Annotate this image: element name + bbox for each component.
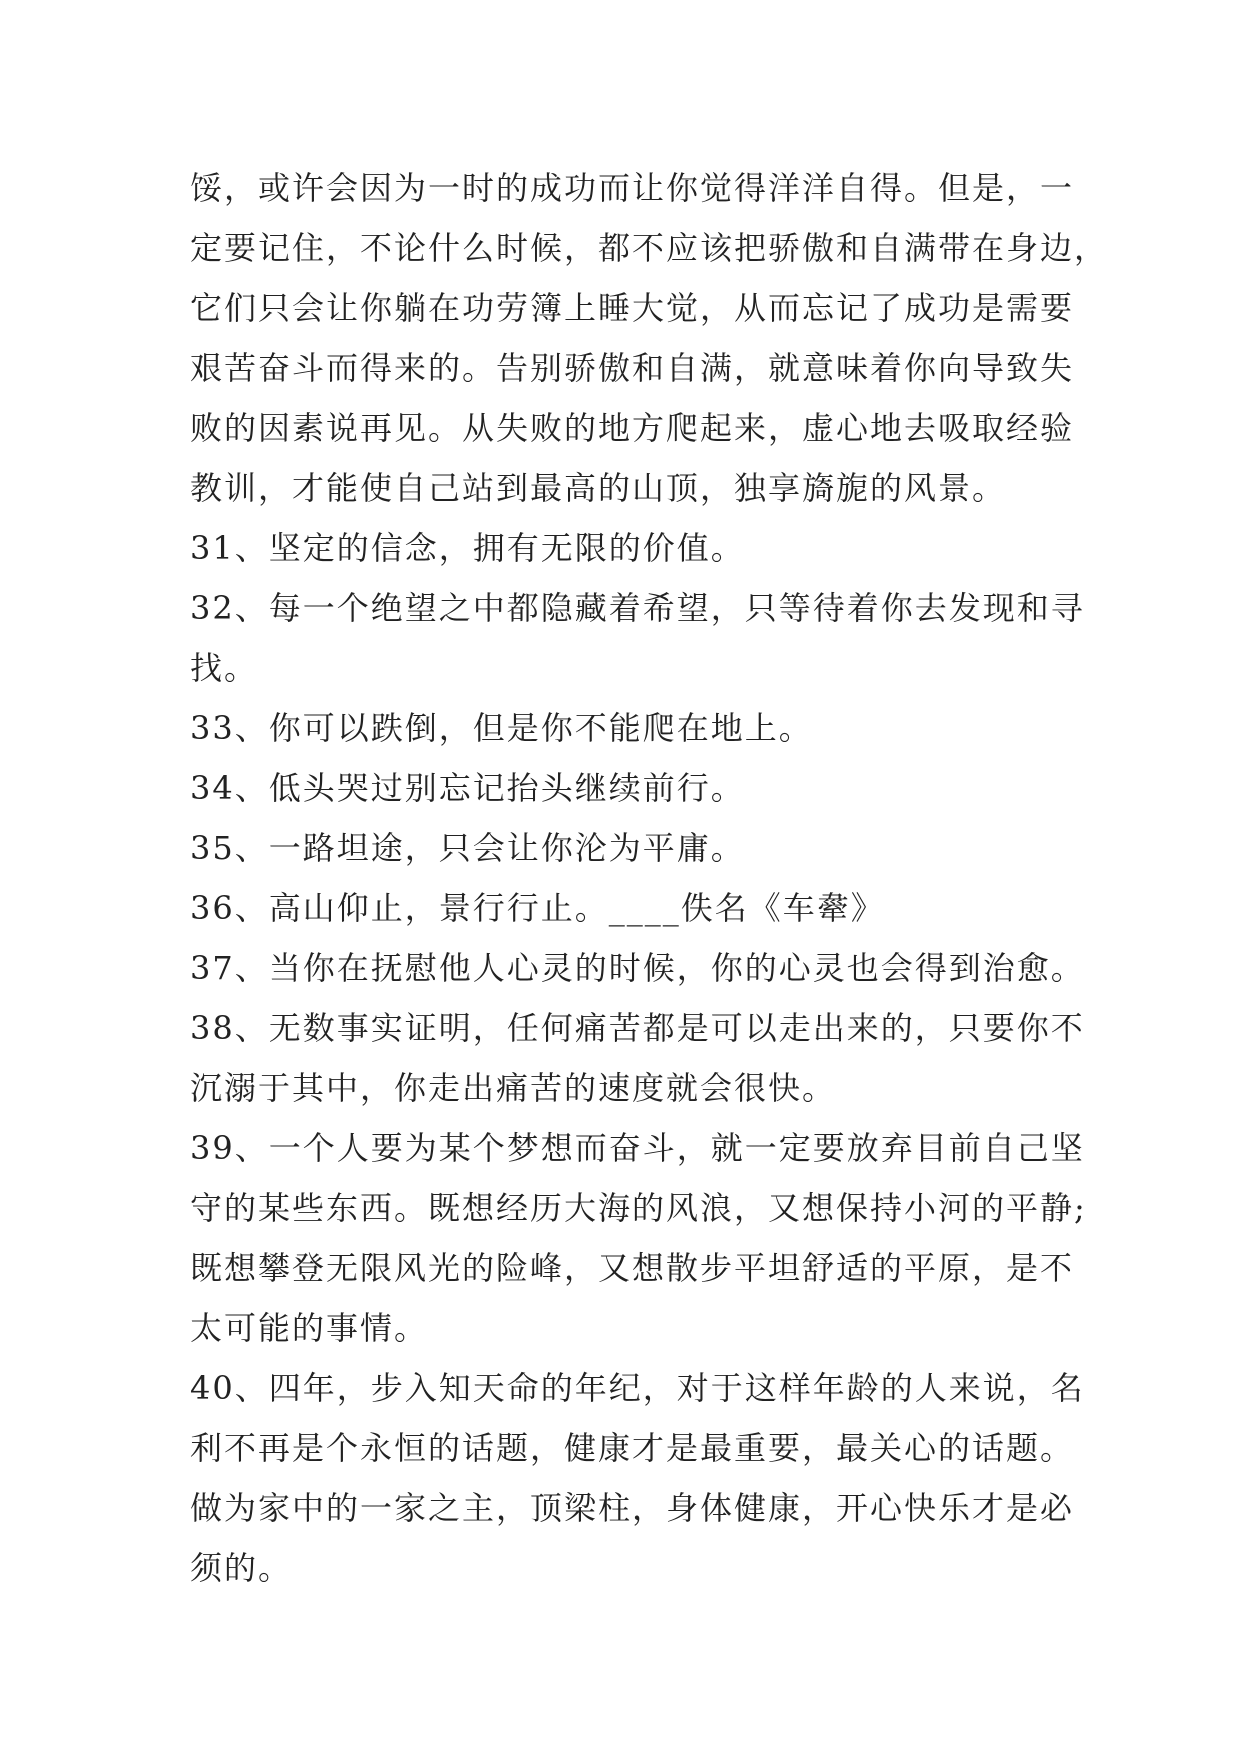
text-line: 38、无数事实证明，任何痛苦都是可以走出来的，只要你不	[190, 1009, 1085, 1047]
text-line: 37、当你在抚慰他人心灵的时候，你的心灵也会得到治愈。	[190, 949, 1085, 987]
text-line: 32、每一个绝望之中都隐藏着希望，只等待着你去发现和寻	[190, 589, 1085, 627]
text-line: 33、你可以跌倒，但是你不能爬在地上。	[190, 709, 813, 747]
text-line: 31、坚定的信念，拥有无限的价值。	[190, 529, 745, 567]
text-line: 败的因素说再见。从失败的地方爬起来，虚心地去吸取经验	[190, 409, 1075, 447]
text-line: 40、四年，步入知天命的年纪，对于这样年龄的人来说，名	[190, 1369, 1085, 1407]
text-line: 做为家中的一家之主，顶梁柱，身体健康，开心快乐才是必	[190, 1489, 1075, 1527]
text-line: 39、一个人要为某个梦想而奋斗，就一定要放弃目前自己坚	[190, 1129, 1085, 1167]
text-line: 守的某些东西。既想经历大海的风浪，又想保持小河的平静;	[190, 1189, 1087, 1227]
text-line: 定要记住，不论什么时候，都不应该把骄傲和自满带在身边，	[190, 229, 1109, 267]
text-line: 36、高山仰止，景行行止。____佚名《车舝》	[190, 889, 885, 927]
text-line: 34、低头哭过别忘记抬头继续前行。	[190, 769, 745, 807]
document-body	[190, 158, 1109, 1598]
text-line: 须的。	[190, 1549, 293, 1587]
text-line: 沉溺于其中，你走出痛苦的速度就会很快。	[190, 1069, 837, 1107]
text-line: 艰苦奋斗而得来的。告别骄傲和自满，就意味着你向导致失	[190, 349, 1075, 387]
text-line: 利不再是个永恒的话题，健康才是最重要，最关心的话题。	[190, 1429, 1075, 1467]
text-line: 它们只会让你躺在功劳簿上睡大觉，从而忘记了成功是需要	[190, 289, 1075, 327]
text-line: 太可能的事情。	[190, 1309, 429, 1347]
text-line: 35、一路坦途，只会让你沦为平庸。	[190, 829, 745, 867]
text-line: 找。	[190, 649, 259, 687]
text-line: 教训，才能使自己站到最高的山顶，独享旖旎的风景。	[190, 469, 1007, 507]
text-line: 既想攀登无限风光的险峰，又想散步平坦舒适的平原，是不	[190, 1249, 1075, 1287]
text-line: 馁，或许会因为一时的成功而让你觉得洋洋自得。但是，一	[190, 169, 1075, 207]
